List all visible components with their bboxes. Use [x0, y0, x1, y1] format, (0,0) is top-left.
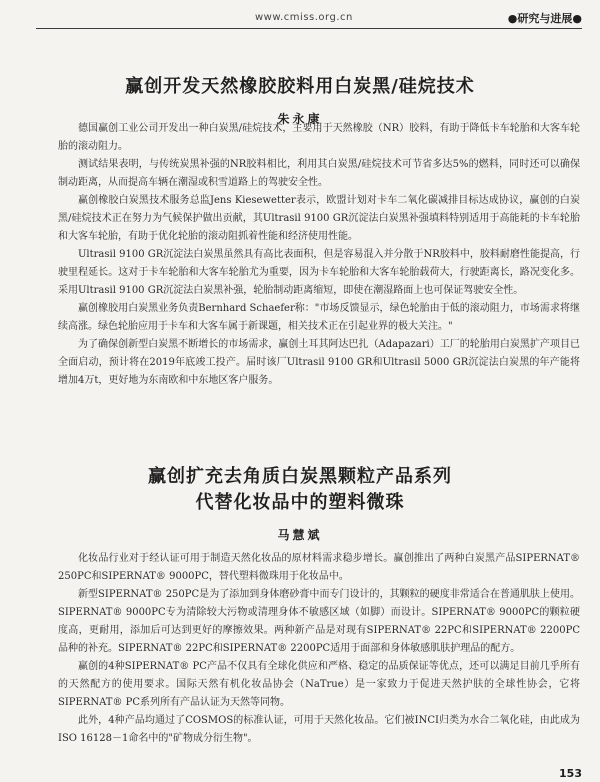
paragraph: Ultrasil 9100 GR沉淀法白炭黑虽然具有高比表面积，但是容易混入并分散于NR胶料中，胶料耐磨性能提高，行驶里程延长。这对于卡车轮胎和大客车轮胎尤为重要，因为卡车轮胎和大客车轮胎载荷大，行驶距离长，路况变化多。采用Ultrasil 9100 GR沉淀法白炭黑补强，轮胎制动距离缩短，即使在潮湿路面上也可保证驾驶安全性。	[58, 249, 580, 296]
paragraph: 新型SIPERNAT® 250PC是为了添加到身体磨砂膏中而专门设计的，其颗粒的硬度非常适合在普通肌肤上使用。SIPERNAT® 9000PC专为清除较大污物或清理身体不敏感区域（如脚）而设计。SIPERNAT® 9000PC的颗粒硬度高，更耐用，添加后可达到更好的摩擦效果。两种新产品是对现有SIPERNAT® 22PC和SIPERNAT® 2200PC品种的补充。SIPERNAT® 22PC和SIPERNAT® 2200PC适用于面部和身体敏感肌肤护理品的配方。	[58, 589, 580, 654]
header-rule	[36, 28, 582, 29]
paragraph: 化妆品行业对于经认证可用于制造天然化妆品的原材料需求稳步增长。赢创推出了两种白炭黑产品SIPERNAT® 250PC和SIPERNAT® 9000PC，替代塑料微珠用于化妆品中。	[58, 553, 580, 582]
article-title-line-1: 赢创扩充去角质白炭黑颗粒产品系列	[148, 466, 452, 487]
page-number: 153	[559, 767, 582, 780]
page-header	[0, 0, 600, 40]
paragraph: 测试结果表明，与传统炭黑补强的NR胶料相比，利用其白炭黑/硅烷技术可节省多达5%的燃料，同时还可以确保制动距离，从而提高车辆在潮湿或积雪道路上的驾驶安全性。	[58, 159, 580, 188]
article-title	[0, 464, 600, 516]
paragraph: 此外，4种产品均通过了COSMOS的标准认证，可用于天然化妆品。它们被INCI归类为水合二氧化硅，由此成为ISO 16128－1命名中的"矿物成分衍生物"。	[58, 715, 580, 744]
journal-url: www.cmiss.org.cn	[255, 12, 353, 23]
section-label: ●研究与进展●	[507, 12, 582, 25]
article-author: 马慧斌	[277, 528, 323, 542]
paragraph: 德国赢创工业公司开发出一种白炭黑/硅烷技术，主要用于天然橡胶（NR）胶料，有助于降低卡车轮胎和大客车轮胎的滚动阻力。	[58, 123, 580, 152]
article-exfoliating-silica	[0, 464, 600, 744]
article-title-line-2: 代替化妆品中的塑料微珠	[195, 492, 405, 513]
paragraph: 赢创的4种SIPERNAT® PC产品不仅具有全球化供应和严格、稳定的品质保证等优点，还可以满足目前几乎所有的天然配方的使用要求。国际天然有机化妆品协会（NaTrue）是一家致力于促进天然护肤的全球性协会，它将SIPERNAT® PC系列所有产品认证为天然等同物。	[58, 661, 580, 708]
article-title: 赢创开发天然橡胶胶料用白炭黑/硅烷技术	[125, 76, 475, 97]
article-body	[58, 550, 580, 748]
paragraph: 赢创橡胶用白炭黑业务负责Bernhard Schaefer称："市场反馈显示，绿色轮胎由于低的滚动阻力，市场需求将继续高涨。绿色轮胎应用于卡车和大客车属于新课题，相关技术正在引起业界的极大关注。"	[58, 303, 580, 332]
paragraph: 为了确保创新型白炭黑不断增长的市场需求，赢创土耳其阿达巴扎（Adapazari）工厂的轮胎用白炭黑扩产项目已全面启动，预计将在2019年底竣工投产。届时该厂Ultrasil 9100 GR和Ultrasil 5000 GR沉淀法白炭黑的年产能将增加4万t，更好地为东南欧和中东地区客户服务。	[58, 339, 580, 386]
paragraph: 赢创橡胶白炭黑技术服务总监Jens Kiesewetter表示，欧盟计划对卡车二氧化碳减排目标达成协议，赢创的白炭黑/硅烷技术正在努力为气候保护做出贡献，其Ultrasil 9100 GR沉淀法白炭黑补强填料特别适用于高能耗的卡车轮胎和大客车轮胎，有助于优化轮胎的滚动阻抓着性能和经济使用性能。	[58, 195, 580, 242]
article-author: 朱永康	[277, 112, 323, 126]
article-body	[58, 120, 580, 390]
article-silica-silane	[0, 74, 600, 386]
